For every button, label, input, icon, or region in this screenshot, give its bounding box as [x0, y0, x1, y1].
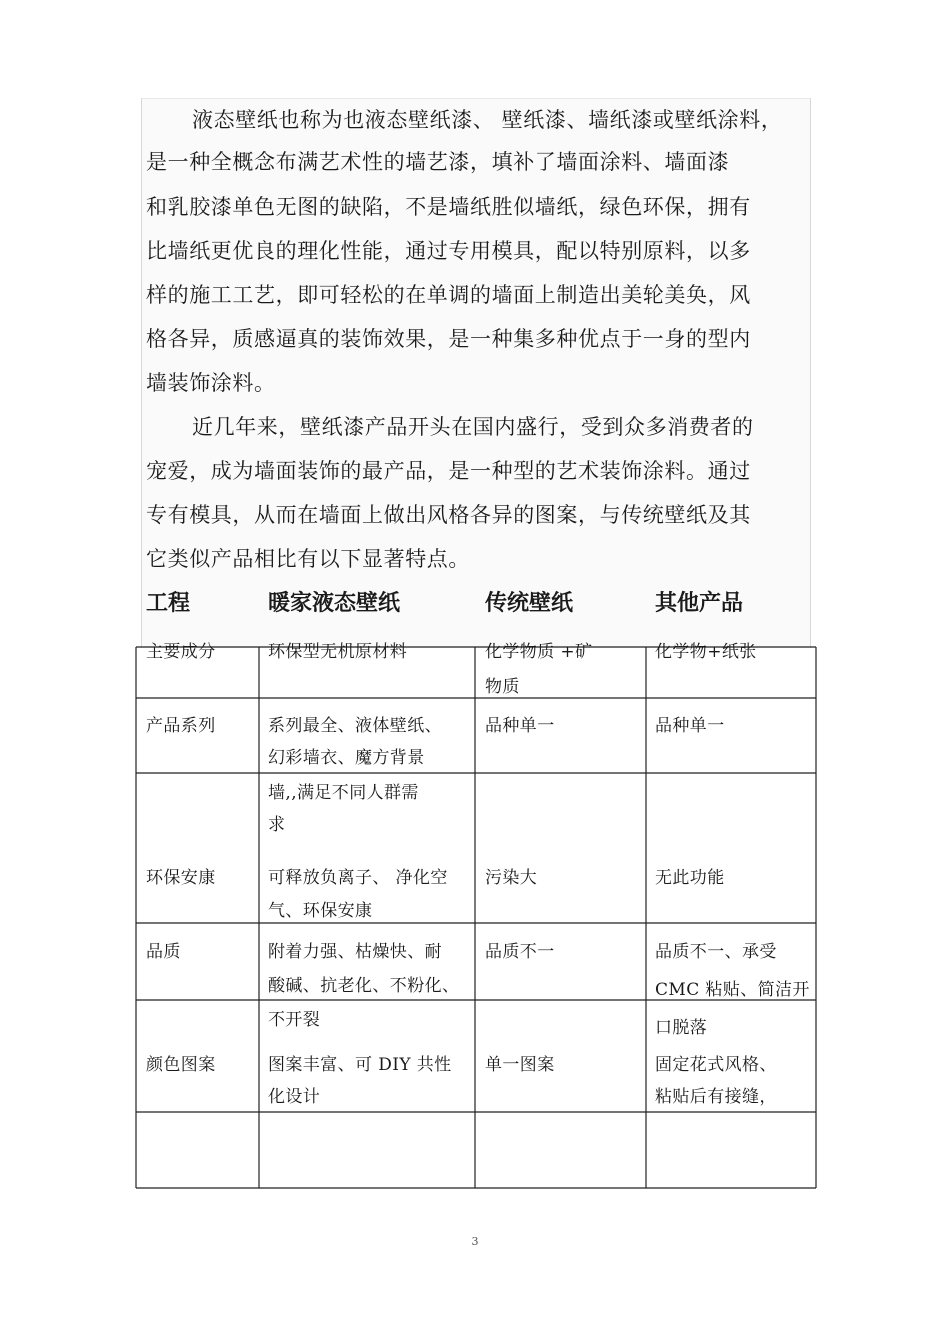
table-cell-liquid: 附着力强、枯燥快、耐: [268, 942, 442, 962]
table-header-liquid-wallpaper: 暖家液态壁纸: [268, 591, 401, 616]
intro-paragraph-2-line: 它类似产品相比有以下显著特点。: [146, 547, 470, 571]
table-cell-item: 环保安康: [146, 868, 216, 888]
table-cell-item: 颜色图案: [146, 1055, 216, 1075]
intro-paragraph-2-line: 宠爱，成为墙面装饰的最产品，是一种型的艺术装饰涂料。通过: [146, 459, 751, 483]
table-cell-liquid: 气、环保安康: [268, 901, 373, 921]
table-header-item: 工程: [146, 591, 191, 616]
table-cell-traditional: 品种单一: [485, 716, 555, 736]
table-cell-other: 粘贴后有接缝，: [655, 1087, 777, 1107]
table-cell-traditional: 化学物质 +矿: [485, 642, 593, 662]
table-cell-item: 品质: [146, 942, 181, 962]
intro-paragraph-1-line: 墙装饰涂料。: [146, 371, 276, 395]
table-cell-liquid: 化设计: [268, 1087, 321, 1107]
table-cell-liquid: 墙,,满足不同人群需: [268, 783, 419, 803]
table-cell-traditional: 品质不一: [485, 942, 555, 962]
table-cell-liquid: 酸碱、抗老化、不粉化、: [268, 976, 460, 996]
table-cell-liquid: 求: [268, 815, 286, 835]
intro-paragraph-1-line: 比墙纸更优良的理化性能，通过专用模具，配以特别原料，以多: [146, 239, 751, 263]
table-cell-other: 口脱落: [655, 1018, 708, 1038]
intro-paragraph-1-line: 液态壁纸也称为也液态壁纸漆、 壁纸漆、墙纸漆或壁纸涂料，: [192, 108, 783, 132]
table-cell-item: 主要成分: [146, 642, 216, 662]
table-cell-liquid: 幻彩墙衣、魔方背景: [268, 748, 425, 768]
table-cell-liquid: 图案丰富、可 DIY 共性: [268, 1055, 452, 1075]
table-cell-traditional: 单一图案: [485, 1055, 555, 1075]
intro-paragraph-2-line: 专有模具，从而在墙面上做出风格各异的图案，与传统壁纸及其: [146, 503, 751, 527]
page-number: 3: [471, 1235, 479, 1248]
intro-paragraph-1-line: 是一种全概念布满艺术性的墙艺漆，填补了墙面涂料、墙面漆: [146, 150, 730, 174]
table-header-other-products: 其他产品: [655, 591, 744, 616]
table-cell-other: 品种单一: [655, 716, 725, 736]
table-cell-other: 固定花式风格、: [655, 1055, 777, 1075]
intro-paragraph-1-line: 和乳胶漆单色无图的缺陷，不是墙纸胜似墙纸，绿色环保，拥有: [146, 195, 751, 219]
table-cell-liquid: 环保型无机原材料: [268, 642, 408, 662]
table-cell-liquid: 可释放负离子、 净化空: [268, 868, 448, 888]
table-cell-liquid: 不开裂: [268, 1010, 321, 1030]
intro-paragraph-1-line: 格各异，质感逼真的装饰效果，是一种集多种优点于一身的型内: [146, 327, 751, 351]
table-cell-other: 化学物+纸张: [655, 642, 757, 662]
intro-paragraph-1-line: 样的施工工艺，即可轻松的在单调的墙面上制造出美轮美奂，风: [146, 283, 751, 307]
table-cell-traditional: 物质: [485, 677, 520, 697]
table-cell-other: 品质不一、承受: [655, 942, 777, 962]
table-cell-item: 产品系列: [146, 716, 216, 736]
table-cell-other: CMC 粘贴、简洁开: [655, 980, 810, 1000]
table-cell-traditional: 污染大: [485, 868, 538, 888]
intro-paragraph-2-line: 近几年来，壁纸漆产品开头在国内盛行，受到众多消费者的: [192, 415, 754, 439]
table-cell-other: 无此功能: [655, 868, 725, 888]
table-cell-liquid: 系列最全、液体壁纸、: [268, 716, 442, 736]
table-header-traditional-wallpaper: 传统壁纸: [485, 591, 574, 616]
